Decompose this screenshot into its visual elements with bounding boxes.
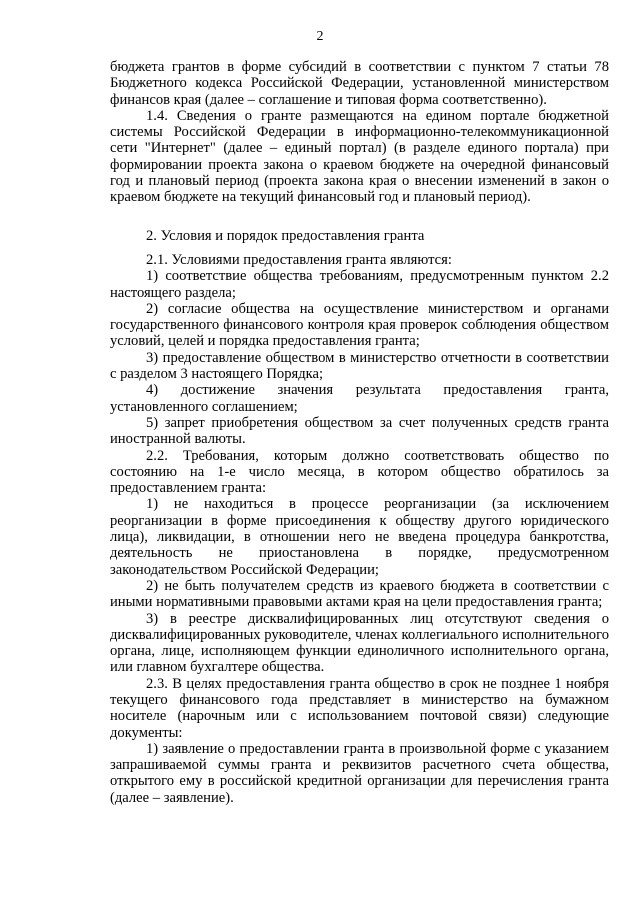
paragraph-2-1-item-4: 4) достижение значения результата предоставления гранта, установленного соглашением; [110,382,609,415]
paragraph-2-2-item-1: 1) не находиться в процессе реорганизации (за исключением реорганизации в форме присоединения к обществу другого юридического лица), ликвидации, в отношении него не введена процедура банкротства, деятельность не приостановлена в порядке, предусмотренном законодательством Российской Федерации; [110,496,609,578]
paragraph-2-3-item-1: 1) заявление о предоставлении гранта в произвольной форме с указанием запрашиваемой суммы гранта и реквизитов расчетного счета общества, открытого ему в российской кредитной организации для перечисления гранта (далее – заявление). [110,740,609,806]
paragraph-2-1-item-5: 5) запрет приобретения обществом за счет полученных средств гранта иностранной валюты. [110,414,609,448]
paragraph-2-1-item-3: 3) предоставление обществом в министерство отчетности в соответствии с разделом 3 настоящего Порядка; [110,349,609,383]
section-heading-2: 2. Условия и порядок предоставления гранта [146,227,425,244]
paragraph-2-1-item-2: 2) согласие общества на осуществление министерством и органами государственного финансового контроля края проверок соблюдения обществом условий, целей и порядка предоставления гранта; [110,300,609,350]
paragraph-2-3: 2.3. В целях предоставления гранта общество в срок не позднее 1 ноября текущего финансового года представляет в министерство на бумажном носителе (нарочным или с использованием почтовой связи) следующие документы: [110,675,609,741]
paragraph-2-2-item-2: 2) не быть получателем средств из краевого бюджета в соответствии с иными нормативными правовыми актами края на цели предоставления гранта; [110,577,609,611]
paragraph-grant-form: бюджета грантов в форме субсидий в соответствии с пунктом 7 статьи 78 Бюджетного кодекса Российской Федерации, установленной министерством финансов края (далее – соглашение и типовая форма соответственно). [110,59,609,108]
paragraph-2-2: 2.2. Требования, которым должно соответствовать общество по состоянию на 1-е число месяца, в котором общество обратилось за предоставлением гранта: [110,447,609,497]
document-body [110,59,609,806]
page-number: 2 [316,29,324,44]
paragraph-2-1-item-1: 1) соответствие общества требованиям, предусмотренным пунктом 2.2 настоящего раздела; [110,268,609,301]
paragraph-2-2-item-3: 3) в реестре дисквалифицированных лиц отсутствуют сведения о дисквалифицированных руководителе, членах коллегиального исполнительного органа, лице, исполняющем функции единоличного исполнительного органа, или главном бухгалтере общества. [110,610,609,676]
paragraph-1-4: 1.4. Сведения о гранте размещаются на едином портале бюджетной системы Российской Федерации в информационно-телекоммуникационной сети "Интернет" (далее – единый портал) (в разделе единого портала) при формировании проекта закона о краевом бюджете на очередной финансовый год и плановый период (проекта закона края о внесении изменений в закон о краевом бюджете на текущий финансовый год и плановый период). [110,107,609,206]
paragraph-2-1: 2.1. Условиями предоставления гранта являются: [146,251,452,268]
